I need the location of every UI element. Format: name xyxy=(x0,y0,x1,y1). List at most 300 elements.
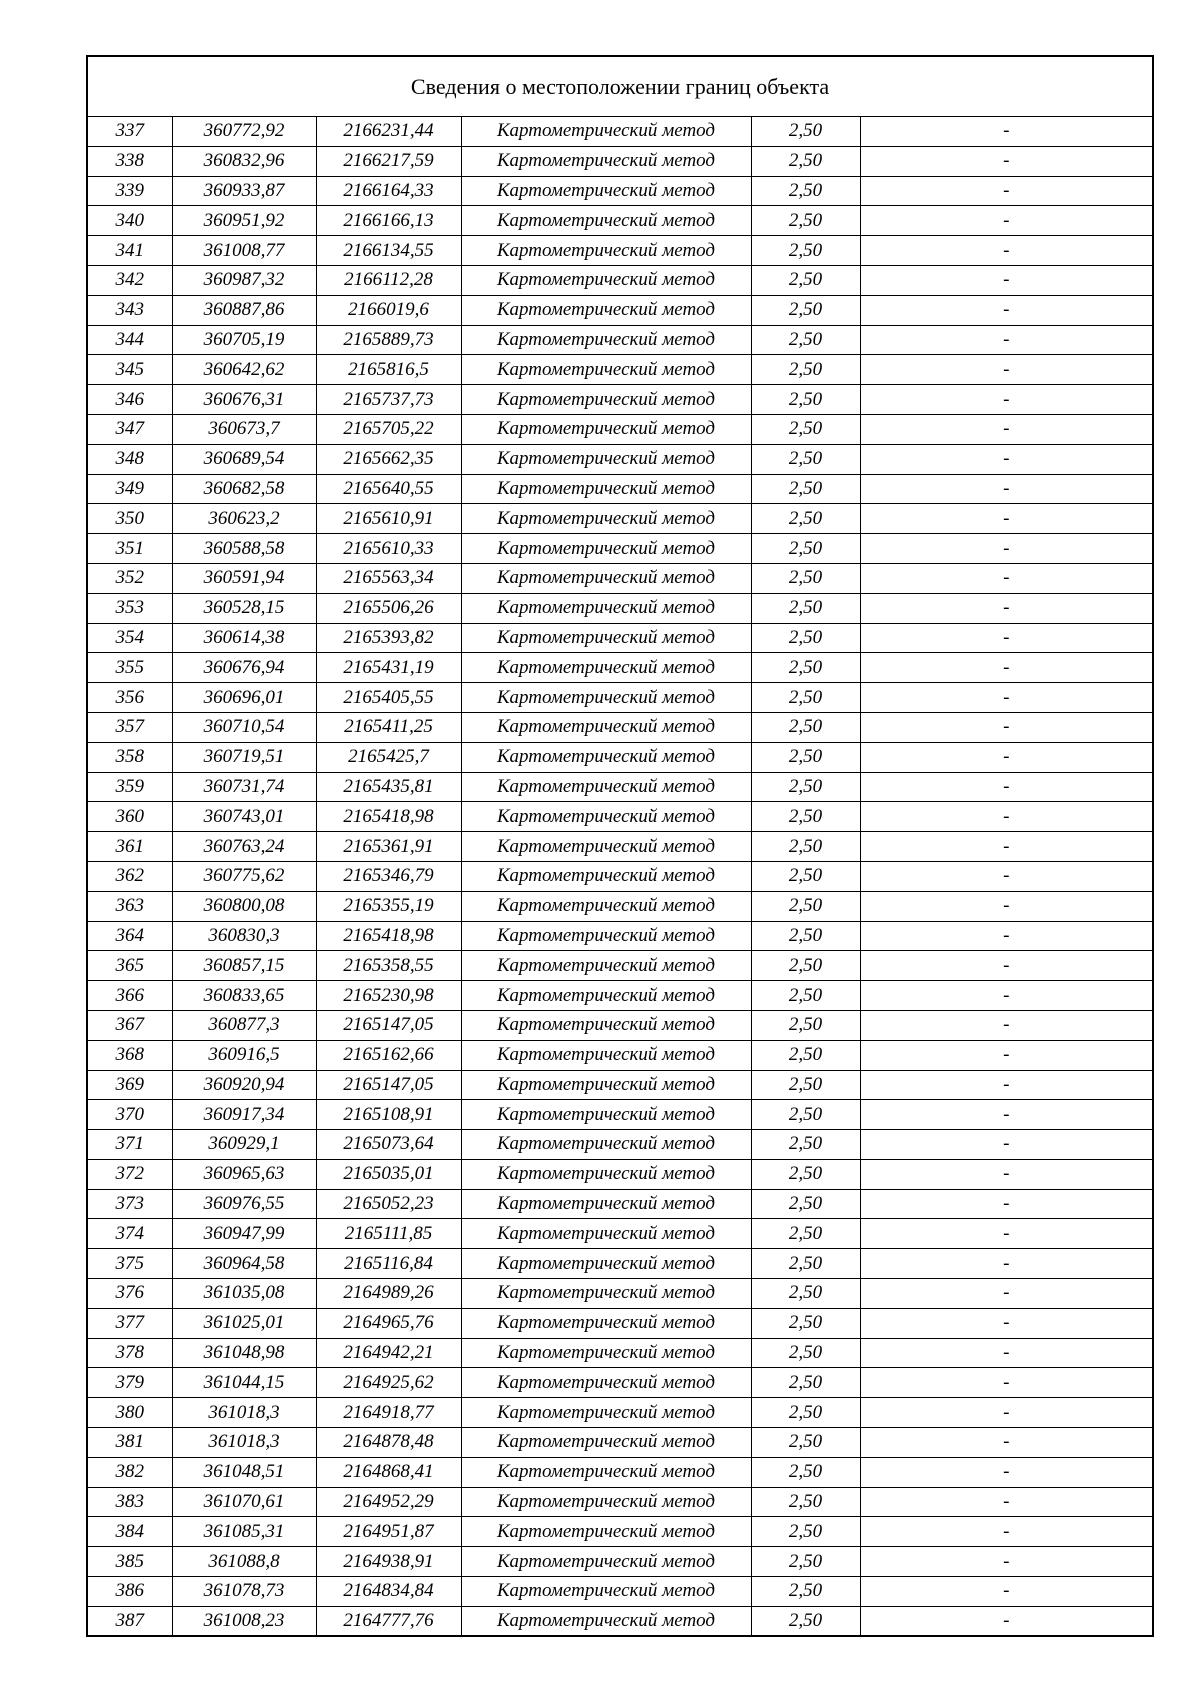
method-cell: Картометрический метод xyxy=(461,921,751,951)
description-cell: - xyxy=(860,1010,1153,1040)
y-coordinate-cell: 2164878,48 xyxy=(316,1428,461,1458)
point-number-cell: 346 xyxy=(87,385,172,415)
accuracy-cell: 2,50 xyxy=(751,1368,860,1398)
accuracy-cell: 2,50 xyxy=(751,1010,860,1040)
y-coordinate-cell: 2165563,34 xyxy=(316,563,461,593)
point-number-cell: 365 xyxy=(87,951,172,981)
method-cell: Картометрический метод xyxy=(461,1606,751,1636)
table-body xyxy=(87,117,1153,1637)
x-coordinate-cell: 360676,31 xyxy=(172,385,316,415)
description-cell: - xyxy=(860,683,1153,713)
y-coordinate-cell: 2165435,81 xyxy=(316,772,461,802)
table-row xyxy=(87,921,1153,951)
accuracy-cell: 2,50 xyxy=(751,1189,860,1219)
accuracy-cell: 2,50 xyxy=(751,563,860,593)
description-cell: - xyxy=(860,265,1153,295)
y-coordinate-cell: 2165116,84 xyxy=(316,1249,461,1279)
table-row xyxy=(87,861,1153,891)
method-cell: Картометрический метод xyxy=(461,1577,751,1607)
table-row xyxy=(87,683,1153,713)
table-row xyxy=(87,1010,1153,1040)
x-coordinate-cell: 360719,51 xyxy=(172,742,316,772)
x-coordinate-cell: 360731,74 xyxy=(172,772,316,802)
accuracy-cell: 2,50 xyxy=(751,1457,860,1487)
method-cell: Картометрический метод xyxy=(461,295,751,325)
accuracy-cell: 2,50 xyxy=(751,1219,860,1249)
table-row xyxy=(87,1428,1153,1458)
method-cell: Картометрический метод xyxy=(461,1070,751,1100)
table-row xyxy=(87,1606,1153,1636)
method-cell: Картометрический метод xyxy=(461,951,751,981)
description-cell: - xyxy=(860,385,1153,415)
x-coordinate-cell: 361035,08 xyxy=(172,1279,316,1309)
x-coordinate-cell: 360682,58 xyxy=(172,474,316,504)
x-coordinate-cell: 361044,15 xyxy=(172,1368,316,1398)
y-coordinate-cell: 2164942,21 xyxy=(316,1338,461,1368)
y-coordinate-cell: 2164938,91 xyxy=(316,1547,461,1577)
description-cell: - xyxy=(860,206,1153,236)
description-cell: - xyxy=(860,1130,1153,1160)
y-coordinate-cell: 2165418,98 xyxy=(316,921,461,951)
accuracy-cell: 2,50 xyxy=(751,117,860,147)
x-coordinate-cell: 360689,54 xyxy=(172,444,316,474)
table-row xyxy=(87,742,1153,772)
accuracy-cell: 2,50 xyxy=(751,861,860,891)
method-cell: Картометрический метод xyxy=(461,414,751,444)
x-coordinate-cell: 360696,01 xyxy=(172,683,316,713)
y-coordinate-cell: 2165052,23 xyxy=(316,1189,461,1219)
accuracy-cell: 2,50 xyxy=(751,295,860,325)
x-coordinate-cell: 360772,92 xyxy=(172,117,316,147)
accuracy-cell: 2,50 xyxy=(751,1517,860,1547)
method-cell: Картометрический метод xyxy=(461,653,751,683)
description-cell: - xyxy=(860,325,1153,355)
description-cell: - xyxy=(860,414,1153,444)
point-number-cell: 374 xyxy=(87,1219,172,1249)
y-coordinate-cell: 2165358,55 xyxy=(316,951,461,981)
y-coordinate-cell: 2165111,85 xyxy=(316,1219,461,1249)
accuracy-cell: 2,50 xyxy=(751,1398,860,1428)
description-cell: - xyxy=(860,1100,1153,1130)
table-row xyxy=(87,474,1153,504)
point-number-cell: 372 xyxy=(87,1159,172,1189)
x-coordinate-cell: 360705,19 xyxy=(172,325,316,355)
table-row xyxy=(87,802,1153,832)
point-number-cell: 383 xyxy=(87,1487,172,1517)
accuracy-cell: 2,50 xyxy=(751,1249,860,1279)
description-cell: - xyxy=(860,981,1153,1011)
table-row xyxy=(87,206,1153,236)
y-coordinate-cell: 2165108,91 xyxy=(316,1100,461,1130)
accuracy-cell: 2,50 xyxy=(751,1428,860,1458)
method-cell: Картометрический метод xyxy=(461,1457,751,1487)
accuracy-cell: 2,50 xyxy=(751,1308,860,1338)
point-number-cell: 357 xyxy=(87,712,172,742)
point-number-cell: 358 xyxy=(87,742,172,772)
accuracy-cell: 2,50 xyxy=(751,832,860,862)
method-cell: Картометрический метод xyxy=(461,1249,751,1279)
x-coordinate-cell: 360528,15 xyxy=(172,593,316,623)
accuracy-cell: 2,50 xyxy=(751,653,860,683)
table-row xyxy=(87,891,1153,921)
y-coordinate-cell: 2165425,7 xyxy=(316,742,461,772)
description-cell: - xyxy=(860,1547,1153,1577)
table-row xyxy=(87,1219,1153,1249)
method-cell: Картометрический метод xyxy=(461,504,751,534)
document-page xyxy=(86,55,1152,1637)
point-number-cell: 384 xyxy=(87,1517,172,1547)
method-cell: Картометрический метод xyxy=(461,861,751,891)
point-number-cell: 367 xyxy=(87,1010,172,1040)
accuracy-cell: 2,50 xyxy=(751,891,860,921)
description-cell: - xyxy=(860,236,1153,266)
method-cell: Картометрический метод xyxy=(461,1100,751,1130)
point-number-cell: 371 xyxy=(87,1130,172,1160)
x-coordinate-cell: 361018,3 xyxy=(172,1428,316,1458)
point-number-cell: 366 xyxy=(87,981,172,1011)
y-coordinate-cell: 2166019,6 xyxy=(316,295,461,325)
accuracy-cell: 2,50 xyxy=(751,802,860,832)
table-row xyxy=(87,176,1153,206)
x-coordinate-cell: 360830,3 xyxy=(172,921,316,951)
accuracy-cell: 2,50 xyxy=(751,176,860,206)
method-cell: Картометрический метод xyxy=(461,1010,751,1040)
method-cell: Картометрический метод xyxy=(461,981,751,1011)
accuracy-cell: 2,50 xyxy=(751,206,860,236)
y-coordinate-cell: 2165816,5 xyxy=(316,355,461,385)
point-number-cell: 337 xyxy=(87,117,172,147)
table-row xyxy=(87,265,1153,295)
y-coordinate-cell: 2165147,05 xyxy=(316,1010,461,1040)
y-coordinate-cell: 2164989,26 xyxy=(316,1279,461,1309)
x-coordinate-cell: 360614,38 xyxy=(172,623,316,653)
x-coordinate-cell: 360763,24 xyxy=(172,832,316,862)
x-coordinate-cell: 360877,3 xyxy=(172,1010,316,1040)
x-coordinate-cell: 360832,96 xyxy=(172,146,316,176)
point-number-cell: 359 xyxy=(87,772,172,802)
x-coordinate-cell: 361008,77 xyxy=(172,236,316,266)
x-coordinate-cell: 360976,55 xyxy=(172,1189,316,1219)
point-number-cell: 379 xyxy=(87,1368,172,1398)
point-number-cell: 368 xyxy=(87,1040,172,1070)
y-coordinate-cell: 2165737,73 xyxy=(316,385,461,415)
point-number-cell: 349 xyxy=(87,474,172,504)
x-coordinate-cell: 361025,01 xyxy=(172,1308,316,1338)
accuracy-cell: 2,50 xyxy=(751,385,860,415)
description-cell: - xyxy=(860,623,1153,653)
y-coordinate-cell: 2165147,05 xyxy=(316,1070,461,1100)
accuracy-cell: 2,50 xyxy=(751,355,860,385)
accuracy-cell: 2,50 xyxy=(751,772,860,802)
method-cell: Картометрический метод xyxy=(461,623,751,653)
method-cell: Картометрический метод xyxy=(461,1040,751,1070)
table-row xyxy=(87,1338,1153,1368)
point-number-cell: 353 xyxy=(87,593,172,623)
point-number-cell: 338 xyxy=(87,146,172,176)
method-cell: Картометрический метод xyxy=(461,1517,751,1547)
accuracy-cell: 2,50 xyxy=(751,534,860,564)
method-cell: Картометрический метод xyxy=(461,1487,751,1517)
accuracy-cell: 2,50 xyxy=(751,921,860,951)
point-number-cell: 350 xyxy=(87,504,172,534)
y-coordinate-cell: 2165431,19 xyxy=(316,653,461,683)
x-coordinate-cell: 360964,58 xyxy=(172,1249,316,1279)
table-row xyxy=(87,146,1153,176)
description-cell: - xyxy=(860,1398,1153,1428)
table-row xyxy=(87,414,1153,444)
accuracy-cell: 2,50 xyxy=(751,1130,860,1160)
x-coordinate-cell: 360857,15 xyxy=(172,951,316,981)
x-coordinate-cell: 360887,86 xyxy=(172,295,316,325)
description-cell: - xyxy=(860,1159,1153,1189)
x-coordinate-cell: 360947,99 xyxy=(172,1219,316,1249)
description-cell: - xyxy=(860,474,1153,504)
accuracy-cell: 2,50 xyxy=(751,742,860,772)
table-row xyxy=(87,1368,1153,1398)
description-cell: - xyxy=(860,534,1153,564)
x-coordinate-cell: 360916,5 xyxy=(172,1040,316,1070)
table-row xyxy=(87,444,1153,474)
y-coordinate-cell: 2164952,29 xyxy=(316,1487,461,1517)
method-cell: Картометрический метод xyxy=(461,1189,751,1219)
method-cell: Картометрический метод xyxy=(461,117,751,147)
table-row xyxy=(87,712,1153,742)
point-number-cell: 381 xyxy=(87,1428,172,1458)
point-number-cell: 376 xyxy=(87,1279,172,1309)
y-coordinate-cell: 2164925,62 xyxy=(316,1368,461,1398)
method-cell: Картометрический метод xyxy=(461,1398,751,1428)
table-row xyxy=(87,117,1153,147)
method-cell: Картометрический метод xyxy=(461,355,751,385)
table-title: Сведения о местоположении границ объекта xyxy=(87,56,1153,117)
accuracy-cell: 2,50 xyxy=(751,1606,860,1636)
point-number-cell: 377 xyxy=(87,1308,172,1338)
method-cell: Картометрический метод xyxy=(461,832,751,862)
y-coordinate-cell: 2165640,55 xyxy=(316,474,461,504)
x-coordinate-cell: 360591,94 xyxy=(172,563,316,593)
description-cell: - xyxy=(860,1279,1153,1309)
method-cell: Картометрический метод xyxy=(461,891,751,921)
method-cell: Картометрический метод xyxy=(461,474,751,504)
x-coordinate-cell: 361085,31 xyxy=(172,1517,316,1547)
x-coordinate-cell: 360929,1 xyxy=(172,1130,316,1160)
y-coordinate-cell: 2166164,33 xyxy=(316,176,461,206)
description-cell: - xyxy=(860,1070,1153,1100)
table-row xyxy=(87,1517,1153,1547)
method-cell: Картометрический метод xyxy=(461,593,751,623)
point-number-cell: 347 xyxy=(87,414,172,444)
y-coordinate-cell: 2165662,35 xyxy=(316,444,461,474)
description-cell: - xyxy=(860,295,1153,325)
y-coordinate-cell: 2165411,25 xyxy=(316,712,461,742)
y-coordinate-cell: 2165418,98 xyxy=(316,802,461,832)
description-cell: - xyxy=(860,742,1153,772)
y-coordinate-cell: 2166112,28 xyxy=(316,265,461,295)
description-cell: - xyxy=(860,176,1153,206)
x-coordinate-cell: 361088,8 xyxy=(172,1547,316,1577)
accuracy-cell: 2,50 xyxy=(751,504,860,534)
x-coordinate-cell: 360800,08 xyxy=(172,891,316,921)
method-cell: Картометрический метод xyxy=(461,236,751,266)
x-coordinate-cell: 361018,3 xyxy=(172,1398,316,1428)
description-cell: - xyxy=(860,1517,1153,1547)
y-coordinate-cell: 2166134,55 xyxy=(316,236,461,266)
description-cell: - xyxy=(860,1338,1153,1368)
description-cell: - xyxy=(860,1577,1153,1607)
accuracy-cell: 2,50 xyxy=(751,712,860,742)
description-cell: - xyxy=(860,951,1153,981)
point-number-cell: 354 xyxy=(87,623,172,653)
point-number-cell: 340 xyxy=(87,206,172,236)
x-coordinate-cell: 361078,73 xyxy=(172,1577,316,1607)
method-cell: Картометрический метод xyxy=(461,206,751,236)
description-cell: - xyxy=(860,1428,1153,1458)
y-coordinate-cell: 2164951,87 xyxy=(316,1517,461,1547)
x-coordinate-cell: 360833,65 xyxy=(172,981,316,1011)
y-coordinate-cell: 2165393,82 xyxy=(316,623,461,653)
description-cell: - xyxy=(860,593,1153,623)
x-coordinate-cell: 360710,54 xyxy=(172,712,316,742)
accuracy-cell: 2,50 xyxy=(751,444,860,474)
description-cell: - xyxy=(860,653,1153,683)
point-number-cell: 375 xyxy=(87,1249,172,1279)
description-cell: - xyxy=(860,146,1153,176)
y-coordinate-cell: 2166231,44 xyxy=(316,117,461,147)
accuracy-cell: 2,50 xyxy=(751,623,860,653)
method-cell: Картометрический метод xyxy=(461,1368,751,1398)
x-coordinate-cell: 360676,94 xyxy=(172,653,316,683)
accuracy-cell: 2,50 xyxy=(751,1159,860,1189)
y-coordinate-cell: 2164965,76 xyxy=(316,1308,461,1338)
table-row xyxy=(87,1130,1153,1160)
point-number-cell: 344 xyxy=(87,325,172,355)
point-number-cell: 385 xyxy=(87,1547,172,1577)
description-cell: - xyxy=(860,504,1153,534)
x-coordinate-cell: 360673,7 xyxy=(172,414,316,444)
description-cell: - xyxy=(860,712,1153,742)
table-row xyxy=(87,1189,1153,1219)
method-cell: Картометрический метод xyxy=(461,742,751,772)
x-coordinate-cell: 360987,32 xyxy=(172,265,316,295)
accuracy-cell: 2,50 xyxy=(751,474,860,504)
x-coordinate-cell: 361008,23 xyxy=(172,1606,316,1636)
method-cell: Картометрический метод xyxy=(461,1338,751,1368)
table-row xyxy=(87,951,1153,981)
method-cell: Картометрический метод xyxy=(461,265,751,295)
description-cell: - xyxy=(860,1040,1153,1070)
accuracy-cell: 2,50 xyxy=(751,1279,860,1309)
point-number-cell: 361 xyxy=(87,832,172,862)
point-number-cell: 378 xyxy=(87,1338,172,1368)
method-cell: Картометрический метод xyxy=(461,1428,751,1458)
description-cell: - xyxy=(860,355,1153,385)
x-coordinate-cell: 360933,87 xyxy=(172,176,316,206)
accuracy-cell: 2,50 xyxy=(751,593,860,623)
table-row xyxy=(87,593,1153,623)
method-cell: Картометрический метод xyxy=(461,802,751,832)
y-coordinate-cell: 2164868,41 xyxy=(316,1457,461,1487)
y-coordinate-cell: 2165073,64 xyxy=(316,1130,461,1160)
point-number-cell: 364 xyxy=(87,921,172,951)
table-row xyxy=(87,1249,1153,1279)
description-cell: - xyxy=(860,1368,1153,1398)
table-row xyxy=(87,832,1153,862)
table-row xyxy=(87,1398,1153,1428)
y-coordinate-cell: 2165889,73 xyxy=(316,325,461,355)
method-cell: Картометрический метод xyxy=(461,534,751,564)
point-number-cell: 355 xyxy=(87,653,172,683)
y-coordinate-cell: 2166217,59 xyxy=(316,146,461,176)
y-coordinate-cell: 2166166,13 xyxy=(316,206,461,236)
x-coordinate-cell: 361070,61 xyxy=(172,1487,316,1517)
x-coordinate-cell: 360775,62 xyxy=(172,861,316,891)
table-row xyxy=(87,1547,1153,1577)
method-cell: Картометрический метод xyxy=(461,683,751,713)
table-row xyxy=(87,623,1153,653)
table-row xyxy=(87,1577,1153,1607)
method-cell: Картометрический метод xyxy=(461,712,751,742)
table-row xyxy=(87,236,1153,266)
y-coordinate-cell: 2165035,01 xyxy=(316,1159,461,1189)
method-cell: Картометрический метод xyxy=(461,325,751,355)
accuracy-cell: 2,50 xyxy=(751,146,860,176)
point-number-cell: 345 xyxy=(87,355,172,385)
table-row xyxy=(87,1487,1153,1517)
description-cell: - xyxy=(860,563,1153,593)
accuracy-cell: 2,50 xyxy=(751,683,860,713)
accuracy-cell: 2,50 xyxy=(751,1487,860,1517)
method-cell: Картометрический метод xyxy=(461,444,751,474)
y-coordinate-cell: 2165355,19 xyxy=(316,891,461,921)
table-row xyxy=(87,325,1153,355)
accuracy-cell: 2,50 xyxy=(751,1338,860,1368)
point-number-cell: 369 xyxy=(87,1070,172,1100)
accuracy-cell: 2,50 xyxy=(751,1100,860,1130)
table-row xyxy=(87,772,1153,802)
x-coordinate-cell: 361048,51 xyxy=(172,1457,316,1487)
point-number-cell: 356 xyxy=(87,683,172,713)
table-row xyxy=(87,1159,1153,1189)
y-coordinate-cell: 2165346,79 xyxy=(316,861,461,891)
description-cell: - xyxy=(860,1308,1153,1338)
description-cell: - xyxy=(860,1606,1153,1636)
table-row xyxy=(87,653,1153,683)
accuracy-cell: 2,50 xyxy=(751,1040,860,1070)
point-number-cell: 387 xyxy=(87,1606,172,1636)
x-coordinate-cell: 361048,98 xyxy=(172,1338,316,1368)
table-row xyxy=(87,295,1153,325)
table-row xyxy=(87,1457,1153,1487)
x-coordinate-cell: 360920,94 xyxy=(172,1070,316,1100)
description-cell: - xyxy=(860,1219,1153,1249)
table-row xyxy=(87,504,1153,534)
y-coordinate-cell: 2165705,22 xyxy=(316,414,461,444)
x-coordinate-cell: 360588,58 xyxy=(172,534,316,564)
point-number-cell: 342 xyxy=(87,265,172,295)
x-coordinate-cell: 360743,01 xyxy=(172,802,316,832)
x-coordinate-cell: 360642,62 xyxy=(172,355,316,385)
description-cell: - xyxy=(860,1249,1153,1279)
table-row xyxy=(87,534,1153,564)
table-row xyxy=(87,385,1153,415)
point-number-cell: 351 xyxy=(87,534,172,564)
method-cell: Картометрический метод xyxy=(461,772,751,802)
description-cell: - xyxy=(860,772,1153,802)
description-cell: - xyxy=(860,1487,1153,1517)
method-cell: Картометрический метод xyxy=(461,1547,751,1577)
description-cell: - xyxy=(860,1189,1153,1219)
y-coordinate-cell: 2165361,91 xyxy=(316,832,461,862)
